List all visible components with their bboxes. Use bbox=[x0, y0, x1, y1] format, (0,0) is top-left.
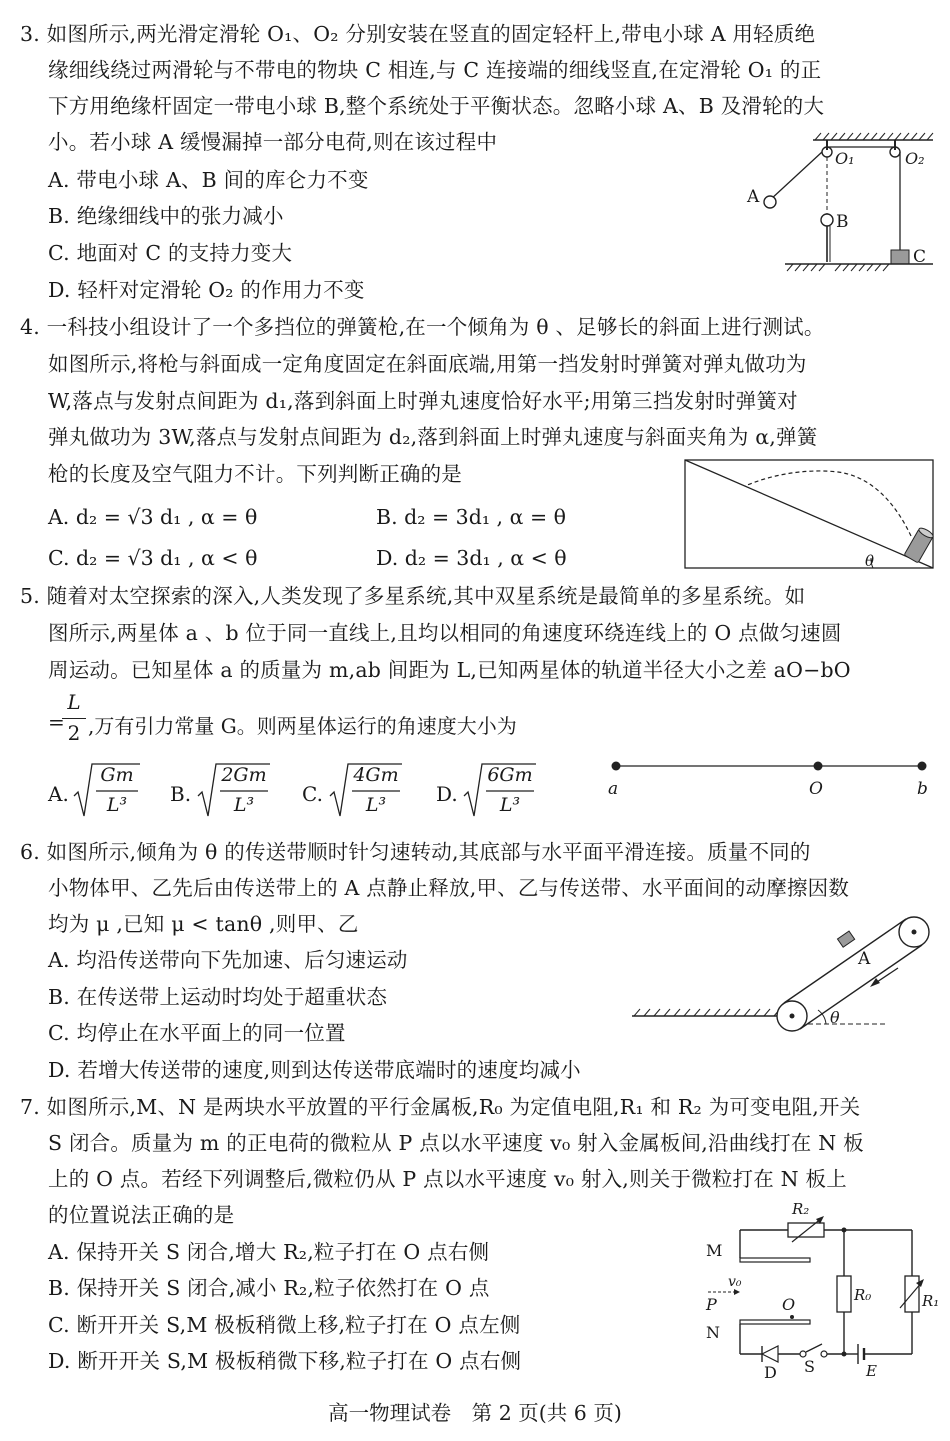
q7-circuit-figure bbox=[700, 1196, 940, 1382]
q6-option-a: A. 均沿传送带向下先加速、后匀速运动 bbox=[48, 948, 408, 972]
q5-label-o: O bbox=[809, 779, 823, 799]
q6-option-b: B. 在传送带上运动时均处于超重状态 bbox=[48, 985, 388, 1009]
q6-stem-line-2: 小物体甲、乙先后由传送带上的 A 点静止释放,甲、乙与传送带、水平面间的动摩擦因数 bbox=[48, 876, 850, 900]
q3-label-o2: O₂ bbox=[905, 149, 925, 168]
q5-option-c: C. 4Gm L³ bbox=[302, 762, 412, 822]
q7-stem-line-1: 7. 如图所示,M、N 是两块水平放置的平行金属板,R₀ 为定值电阻,R₁ 和 R₂ 为可变电阻,开关 bbox=[20, 1095, 861, 1119]
q7-label-s: S bbox=[804, 1357, 815, 1376]
q5-option-b: B. 2Gm L³ bbox=[170, 762, 280, 822]
q3-pulley-figure bbox=[735, 132, 935, 272]
page-footer: 高一物理试卷 第 2 页(共 6 页) bbox=[328, 1401, 622, 1425]
q7-option-b: B. 保持开关 S 闭合,减小 R₂,粒子依然打在 O 点 bbox=[48, 1276, 490, 1300]
q5-label-b: b bbox=[917, 779, 928, 799]
q4-label-theta: θ bbox=[865, 552, 875, 570]
q7-option-a: A. 保持开关 S 闭合,增大 R₂,粒子打在 O 点右侧 bbox=[48, 1240, 490, 1264]
q3-stem-line-1: 3. 如图所示,两光滑定滑轮 O₁、O₂ 分别安装在竖直的固定轻杆上,带电小球 A 用轻质绝 bbox=[20, 22, 816, 46]
q4-stem-line-4: 弹丸做功为 3W,落点与发射点间距为 d₂,落到斜面上时弹丸速度与斜面夹角为 α,弹簧 bbox=[48, 425, 818, 449]
q7-label-r1: R₁ bbox=[922, 1292, 940, 1310]
q4-option-d: D. d₂ = 3d₁ , α < θ bbox=[376, 546, 567, 570]
q5-option-d: D. 6Gm L³ bbox=[436, 762, 546, 822]
q5-stem-line-1: 5. 随着对太空探索的深入,人类发现了多星系统,其中双星系统是最简单的多星系统。如 bbox=[20, 584, 806, 608]
q7-option-c: C. 断开开关 S,M 极板稍微上移,粒子打在 O 点左侧 bbox=[48, 1313, 521, 1337]
q6-label-theta: θ bbox=[830, 1008, 840, 1027]
q4-option-c: C. d₂ = √3 d₁ , α < θ bbox=[48, 546, 258, 570]
q5-frac-num: L bbox=[67, 690, 81, 714]
q4-stem-line-2: 如图所示,将枪与斜面成一定角度固定在斜面底端,用第一挡发射时弹簧对弹丸做功为 bbox=[48, 352, 807, 376]
q7-stem-line-3: 上的 O 点。若经下列调整后,微粒仍从 P 点以水平速度 v₀ 射入,则关于微粒打在 N 板上 bbox=[48, 1167, 847, 1191]
q7-label-r2: R₂ bbox=[792, 1200, 810, 1218]
q7-stem-line-4: 的位置说法正确的是 bbox=[48, 1203, 235, 1227]
q4-stem-line-5: 枪的长度及空气阻力不计。下列判断正确的是 bbox=[48, 462, 462, 486]
q7-label-e: E bbox=[866, 1362, 877, 1380]
q4-stem-line-1: 4. 一科技小组设计了一个多挡位的弹簧枪,在一个倾角为 θ 、足够长的斜面上进行测试。 bbox=[20, 315, 825, 339]
q3-label-o1: O₁ bbox=[835, 149, 855, 168]
q3-label-b: B bbox=[836, 212, 849, 232]
q7-label-d: D bbox=[764, 1363, 777, 1382]
q4-slope-figure bbox=[683, 458, 935, 572]
q5-stem-line-2: 图所示,两星体 a 、b 位于同一直线上,且均以相同的角速度环绕连线上的 O 点做匀速圆 bbox=[48, 621, 842, 645]
q3-option-d: D. 轻杆对定滑轮 O₂ 的作用力不变 bbox=[48, 278, 365, 302]
q7-label-o: O bbox=[782, 1295, 796, 1314]
q5-stem-line-3: 周运动。已知星体 a 的质量为 m,ab 间距为 L,已知两星体的轨道半径大小之差 aO−bO bbox=[48, 658, 851, 682]
q4-option-a: A. d₂ = √3 d₁ , α = θ bbox=[48, 505, 258, 529]
q5-binary-star-figure bbox=[604, 756, 934, 800]
q3-label-a: A bbox=[747, 187, 760, 207]
q6-option-d: D. 若增大传送带的速度,则到达传送带底端时的速度均减小 bbox=[48, 1058, 581, 1082]
q3-option-c: C. 地面对 C 的支持力变大 bbox=[48, 241, 293, 265]
q3-stem-line-4: 小。若小球 A 缓慢漏掉一部分电荷,则在该过程中 bbox=[48, 130, 498, 154]
q7-label-n: N bbox=[706, 1323, 720, 1342]
q3-option-b: B. 绝缘细线中的张力减小 bbox=[48, 204, 284, 228]
q3-option-a: A. 带电小球 A、B 间的库仑力不变 bbox=[48, 168, 369, 192]
q7-option-d: D. 断开开关 S,M 极板稍微下移,粒子打在 O 点右侧 bbox=[48, 1349, 522, 1373]
q6-stem-line-1: 6. 如图所示,倾角为 θ 的传送带顺时针匀速转动,其底部与水平面平滑连接。质量不同的 bbox=[20, 840, 811, 864]
q6-label-a: A bbox=[858, 949, 871, 969]
q5-stem-line-4-text: ,万有引力常量 G。则两星体运行的角速度大小为 bbox=[88, 714, 517, 738]
q3-stem-line-2: 缘细线绕过两滑轮与不带电的物块 C 相连,与 C 连接端的细线竖直,在定滑轮 O₁ 的正 bbox=[48, 58, 822, 82]
q4-option-b: B. d₂ = 3d₁ , α = θ bbox=[376, 505, 566, 529]
q5-option-a: A. Gm L³ bbox=[48, 762, 158, 822]
q5-frac-den: 2 bbox=[67, 721, 81, 745]
q7-label-m: M bbox=[706, 1241, 723, 1260]
q7-stem-line-2: S 闭合。质量为 m 的正电荷的微粒从 P 点以水平速度 v₀ 射入金属板间,沿曲线打在 N 板 bbox=[48, 1131, 864, 1155]
q6-stem-line-3: 均为 μ ,已知 μ < tanθ ,则甲、乙 bbox=[48, 912, 359, 936]
q5-label-a: a bbox=[608, 779, 619, 799]
q7-label-r0: R₀ bbox=[854, 1286, 872, 1304]
q3-label-c: C bbox=[913, 247, 927, 267]
q7-label-p: P bbox=[706, 1295, 717, 1314]
q7-label-v0: v₀ bbox=[728, 1274, 742, 1290]
q6-conveyor-figure bbox=[630, 906, 934, 1036]
q3-stem-line-3: 下方用绝缘杆固定一带电小球 B,整个系统处于平衡状态。忽略小球 A、B 及滑轮的大 bbox=[48, 94, 825, 118]
q6-option-c: C. 均停止在水平面上的同一位置 bbox=[48, 1021, 346, 1045]
q4-stem-line-3: W,落点与发射点间距为 d₁,落到斜面上时弹丸速度恰好水平;用第三挡发射时弹簧对 bbox=[48, 389, 798, 413]
